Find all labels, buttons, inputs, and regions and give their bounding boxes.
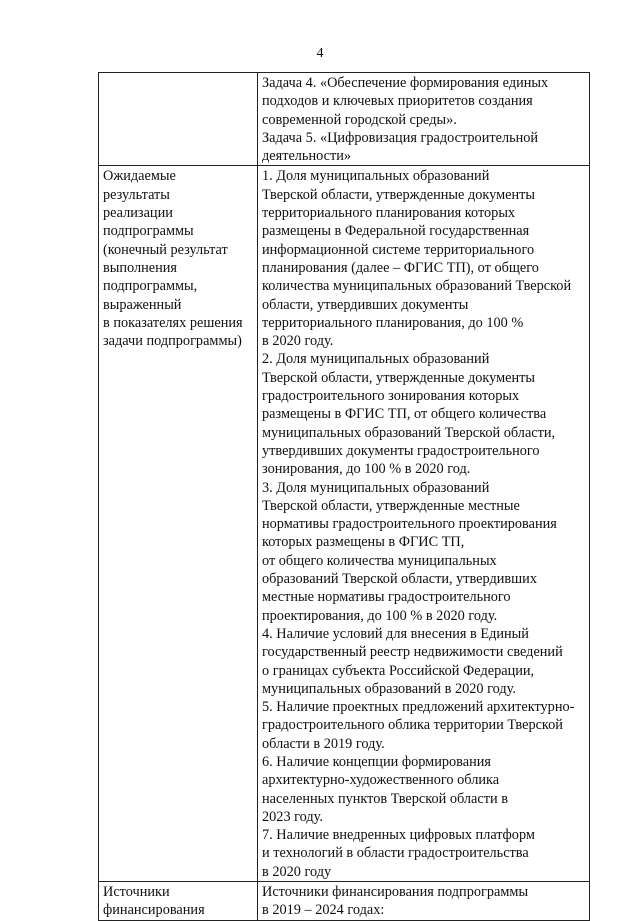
content-line: территориального планирования, до 100 % bbox=[262, 314, 524, 331]
label-line: реализации bbox=[103, 205, 173, 222]
content-line: планирования (далее – ФГИС ТП), от общего bbox=[262, 259, 539, 276]
content-line: подходов и ключевых приоритетов создания bbox=[262, 93, 533, 110]
content-line: муниципальных образований в 2020 году. bbox=[262, 680, 516, 697]
content-line: в 2020 году. bbox=[262, 333, 334, 350]
label-line: (конечный результат bbox=[103, 241, 228, 258]
content-line: нормативы градостроительного проектирования bbox=[262, 516, 557, 533]
content-line: области в 2019 году. bbox=[262, 735, 385, 752]
content-line: градостроительного облика территории Тверской bbox=[262, 717, 563, 734]
content-line: Источники финансирования подпрограммы bbox=[262, 884, 529, 901]
content-line: зонирования, до 100 % в 2020 год. bbox=[262, 461, 471, 478]
content-line: 7. Наличие внедренных цифровых платформ bbox=[262, 827, 535, 844]
content-line: 2. Доля муниципальных образований bbox=[262, 351, 490, 368]
content-line: утвердивших документы градостроительного bbox=[262, 442, 540, 459]
content-line: деятельности» bbox=[262, 148, 351, 165]
page-number: 4 bbox=[316, 46, 324, 61]
content-line: Тверской области, утвержденные документы bbox=[262, 369, 535, 386]
content-line: Тверской области, утвержденные местные bbox=[262, 497, 520, 514]
content-line: населенных пунктов Тверской области в bbox=[262, 790, 508, 807]
label-line: задачи подпрограммы) bbox=[103, 333, 242, 350]
content-line: градостроительного зонирования которых bbox=[262, 388, 520, 405]
content-line: информационной системе территориального bbox=[262, 241, 535, 258]
content-line: архитектурно-художественного облика bbox=[262, 772, 500, 789]
content-line: Задача 5. «Цифровизация градостроительной bbox=[262, 129, 539, 146]
label-line: подпрограммы bbox=[103, 223, 194, 240]
content-line: о границах субъекта Российской Федерации, bbox=[262, 662, 535, 679]
subprogram-passport-table bbox=[98, 72, 590, 921]
label-line: выраженный bbox=[103, 296, 182, 313]
content-line: местные нормативы градостроительного bbox=[262, 589, 511, 606]
content-line: проектирования, до 100 % в 2020 году. bbox=[262, 607, 498, 624]
content-cell bbox=[258, 73, 590, 166]
label-cell bbox=[99, 166, 258, 882]
content-line: размещены в ФГИС ТП, от общего количества bbox=[262, 406, 547, 423]
content-line: и технологий в области градостроительства bbox=[262, 845, 529, 862]
label-line: результаты bbox=[103, 186, 170, 203]
content-line: Тверской области, утвержденные документы bbox=[262, 186, 535, 203]
content-line: 4. Наличие условий для внесения в Единый bbox=[262, 625, 529, 642]
label-line: в показателях решения bbox=[103, 314, 243, 331]
content-cell bbox=[258, 882, 590, 921]
content-line: области, утвердивших документы bbox=[262, 296, 469, 313]
content-cell bbox=[258, 166, 590, 882]
expected-results-row bbox=[99, 166, 590, 882]
label-line: Ожидаемые bbox=[103, 168, 176, 185]
content-line: современной городской среды». bbox=[262, 111, 457, 128]
content-line: территориального планирования которых bbox=[262, 205, 516, 222]
label-line: финансирования bbox=[103, 902, 205, 919]
content-line: от общего количества муниципальных bbox=[262, 552, 497, 569]
content-line: 1. Доля муниципальных образований bbox=[262, 168, 490, 185]
financing-sources-row bbox=[99, 882, 590, 921]
label-line: выполнения bbox=[103, 259, 177, 276]
tasks-row bbox=[99, 73, 590, 166]
content-line: 2023 году. bbox=[262, 808, 323, 825]
content-line: Задача 4. «Обеспечение формирования единых bbox=[262, 75, 549, 91]
content-line: количества муниципальных образований Тверской bbox=[262, 278, 572, 295]
content-line: в 2020 году bbox=[262, 863, 332, 880]
label-line: подпрограммы, bbox=[103, 278, 198, 295]
label-cell bbox=[99, 882, 258, 921]
content-line: муниципальных образований Тверской области, bbox=[262, 424, 556, 441]
content-line: 5. Наличие проектных предложений архитектурно- bbox=[262, 699, 575, 716]
content-line: государственный реестр недвижимости сведений bbox=[262, 644, 563, 661]
label-line: Источники bbox=[103, 884, 170, 901]
content-line: в 2019 – 2024 годах: bbox=[262, 902, 385, 919]
content-line: 3. Доля муниципальных образований bbox=[262, 479, 490, 496]
content-line: размещены в Федеральной государственная bbox=[262, 223, 530, 240]
label-cell bbox=[99, 73, 258, 166]
content-line: которых размещены в ФГИС ТП, bbox=[262, 534, 465, 551]
content-line: 6. Наличие концепции формирования bbox=[262, 753, 491, 770]
content-line: образований Тверской области, утвердивших bbox=[262, 571, 537, 588]
